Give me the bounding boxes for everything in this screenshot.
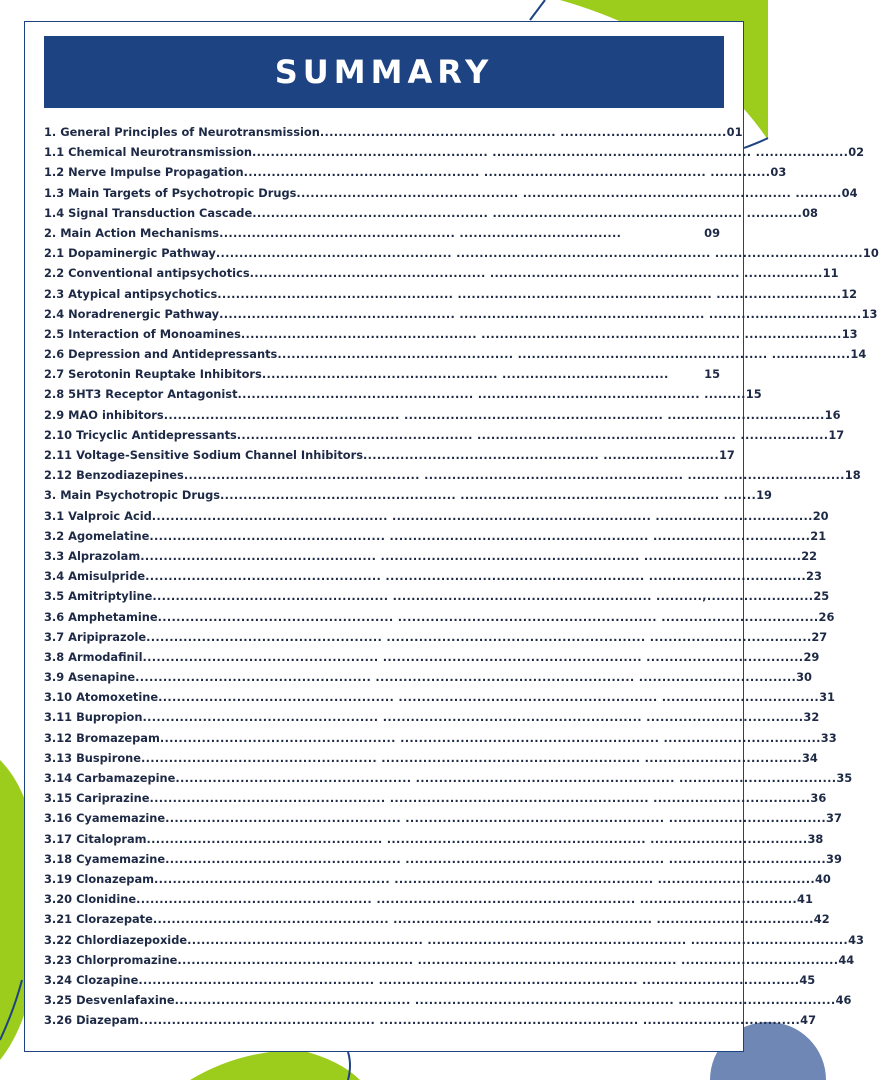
toc-entry — [44, 808, 842, 828]
toc-entry-leader: ................................................... ........................................................ .................................. — [163, 407, 825, 422]
toc-entry-title: 3.18 Cyamemazine — [44, 851, 166, 866]
toc-entry-title: 3.17 Citalopram — [44, 831, 147, 846]
toc-entry — [44, 768, 853, 788]
toc-entry-title: 2.7 Serotonin Reuptake Inhibitors — [44, 367, 262, 382]
toc-entry-page-number: 16 — [824, 407, 841, 422]
toc-entry — [44, 546, 818, 566]
toc-entry — [44, 728, 837, 748]
toc-entry-leader: ................................................... ........................................................ .................................. — [142, 710, 804, 725]
title-banner — [44, 36, 724, 108]
toc-entry-title: 2.10 Tricyclic Antidepressants — [44, 427, 237, 442]
toc-entry-page-number: 09 — [704, 225, 720, 240]
toc-entry-leader: ................................................... ........................................................ .................................. — [174, 993, 836, 1008]
toc-entry-title: 3.19 Clonazepam — [44, 871, 155, 886]
toc-entry — [44, 950, 855, 970]
toc-entry-title: 3.12 Bromazepam — [44, 730, 160, 745]
toc-entry-title: 3.14 Carbamazepine — [44, 771, 176, 785]
toc-entry — [44, 324, 858, 344]
toc-entry — [44, 405, 841, 425]
toc-entry — [44, 183, 858, 203]
toc-entry-page-number: 37 — [826, 811, 842, 826]
toc-entry-leader: ................................................... ...................................................... ................. — [277, 347, 851, 362]
toc-entry-title: 3.3 Alprazolam — [44, 548, 141, 563]
toc-entry-page-number: 45 — [799, 972, 816, 987]
toc-entry — [44, 243, 879, 263]
toc-entry — [44, 607, 835, 627]
toc-entry-page-number: 38 — [807, 831, 824, 846]
toc-entry-page-number: 34 — [801, 750, 818, 765]
toc-entry-title: 3.15 Cariprazine — [44, 791, 150, 806]
toc-entry-page-number: 31 — [819, 690, 835, 705]
toc-entry-page-number: 40 — [814, 871, 831, 886]
toc-entry-page-number: 29 — [803, 649, 820, 664]
toc-entry — [44, 990, 852, 1010]
toc-entry-leader: ................................................... ........................................................ .................................. — [157, 609, 819, 624]
toc-entry-leader: ................................................... ........................................................ .................................. — [138, 972, 800, 987]
toc-entry — [44, 203, 818, 223]
toc-entry — [44, 627, 828, 647]
toc-entry — [44, 425, 845, 445]
toc-entry-leader: ................................................... ........................................................ .................................. — [146, 629, 808, 644]
toc-entry-page-number: 25 — [813, 589, 830, 604]
toc-entry-leader: ................................................... ........................................................ .................................. — [165, 811, 827, 826]
toc-entry-leader: ................................................... ..................................................... ................................. — [219, 306, 862, 321]
toc-entry-page-number: 18 — [844, 468, 861, 483]
table-of-contents — [44, 122, 879, 1030]
toc-entry — [44, 687, 835, 707]
toc-entry-leader: ................................................... ........................................................ .................................. — [187, 932, 849, 947]
toc-entry-leader: ................................................... ........................................................ .................................. — [158, 690, 820, 705]
toc-entry-title: 3.11 Bupropion — [44, 710, 143, 725]
toc-entry — [44, 506, 829, 526]
toc-entry — [44, 485, 772, 505]
toc-entry-leader: ................................................... ...................................................... ................. — [249, 266, 823, 281]
toc-entry-title: 1.2 Nerve Impulse Propagation — [44, 165, 244, 180]
toc-entry-leader: ................................................... ........................................................ .................................. — [135, 670, 797, 685]
toc-entry — [44, 849, 842, 869]
toc-entry-title: 3.6 Amphetamine — [44, 609, 158, 624]
toc-entry-leader: ................................................... ....................................................... ........................... — [217, 286, 842, 301]
toc-entry-title: 3.10 Atomoxetine — [44, 690, 159, 705]
toc-entry-title: 2.9 MAO inhibitors — [44, 407, 164, 422]
toc-entry-title: 2.2 Conventional antipsychotics — [44, 266, 250, 281]
toc-entry-title: 3.9 Asenapine — [44, 670, 136, 685]
toc-entry-title: 1.1 Chemical Neurotransmission — [44, 145, 253, 160]
toc-entry-page-number: 10 — [862, 246, 879, 261]
toc-entry — [44, 122, 743, 142]
toc-entry-title: 2. Main Action Mechanisms — [44, 225, 220, 240]
toc-entry-page-number: 23 — [806, 569, 822, 584]
toc-entry-title: 3.23 Chlorpromazine — [44, 952, 178, 967]
toc-entry — [44, 1010, 816, 1030]
toc-entry-leader: ................................................... ........................................................ .................................. — [139, 1013, 801, 1028]
toc-entry-page-number: 33 — [820, 730, 837, 745]
toc-entry-page-number: 13 — [841, 326, 858, 341]
toc-entry-leader: ................................................... ........................................................ ..................... — [240, 326, 842, 341]
toc-entry-title: 2.8 5HT3 Receptor Antagonist — [44, 387, 238, 402]
toc-entry-leader: ................................................... ........................................................ .................................. — [152, 912, 814, 927]
toc-entry-title: 3.1 Valproic Acid — [44, 508, 152, 523]
toc-entry-title: 3. Main Psychotropic Drugs — [44, 488, 221, 503]
toc-entry-leader: ................................................... ........................................................ .................................. — [142, 649, 804, 664]
toc-entry-page-number: .27 — [807, 629, 828, 644]
toc-entry-leader: ................................................... ......................... — [363, 448, 719, 462]
toc-entry-title: 2.5 Interaction of Monoamines — [44, 326, 241, 341]
toc-entry — [44, 445, 735, 465]
toc-entry — [44, 384, 762, 404]
page-title: SUMMARY — [274, 53, 494, 91]
navy-line-bottom — [348, 1052, 350, 1080]
toc-entry-title: 3.16 Cyamemazine — [44, 811, 166, 826]
toc-entry — [44, 284, 858, 304]
toc-entry — [44, 223, 720, 243]
toc-entry — [44, 344, 867, 364]
toc-entry — [44, 930, 864, 950]
toc-entry — [44, 748, 818, 768]
toc-entry — [44, 526, 827, 546]
toc-entry-leader: ................................................... ........................................................ .................................. — [140, 548, 802, 563]
toc-entry-leader: ................................................... ........................................................ .................................. — [177, 952, 839, 967]
toc-entry-page-number: 41 — [797, 892, 813, 907]
toc-entry-leader: ................................................... ........................................................ .................................. — [165, 851, 827, 866]
toc-entry-leader: ................................................ .......................................................... .......... — [296, 185, 842, 200]
toc-entry-page-number: 42 — [813, 912, 830, 927]
toc-entry — [44, 788, 827, 808]
toc-entry — [44, 869, 831, 889]
toc-entry-page-number: 26 — [818, 609, 835, 624]
toc-entry-title: 3.24 Clozapine — [44, 972, 139, 987]
toc-entry-page-number: 47 — [800, 1013, 816, 1028]
toc-entry-leader: ................................................... ........................................................ .................................. — [154, 871, 815, 886]
toc-entry-title: 1.4 Signal Transduction Cascade — [44, 205, 253, 220]
toc-entry — [44, 970, 816, 990]
toc-entry-title: 3.13 Buspirone — [44, 750, 141, 765]
toc-entry-leader: ................................................... ........................................................ .................... — [252, 145, 849, 160]
toc-entry — [44, 263, 839, 283]
toc-entry-leader: ................................................... ........................................................ .................................. — [146, 831, 808, 846]
toc-entry-leader: ................................................... .................................... — [261, 367, 669, 382]
toc-entry-leader: ................................................... ........................................................ .................................. — [175, 771, 837, 785]
toc-entry-leader: ................................................... ........................................................ ....... — [220, 488, 757, 503]
toc-entry-page-number: 35 — [836, 771, 853, 785]
toc-entry — [44, 647, 820, 667]
toc-entry-page-number: 19 — [756, 488, 772, 503]
toc-entry-page-number: 32 — [803, 710, 820, 725]
toc-entry — [44, 586, 830, 606]
toc-entry — [44, 707, 820, 727]
toc-entry-title: 3.20 Clonidine — [44, 892, 137, 907]
toc-entry — [44, 667, 812, 687]
toc-entry-page-number: 44 — [838, 952, 855, 967]
toc-entry-title: 2.3 Atypical antipsychotics — [44, 286, 218, 301]
toc-entry-title: 1.3 Main Targets of Psychotropic Drugs — [44, 185, 297, 200]
toc-entry-title: 3.22 Chlordiazepoxide — [44, 932, 188, 947]
toc-entry-title: 3.7 Aripiprazole — [44, 629, 147, 644]
toc-entry-title: 3.5 Amitriptyline — [44, 589, 153, 604]
toc-entry — [44, 829, 824, 849]
toc-entry-page-number: 17 — [828, 427, 845, 442]
toc-entry — [44, 465, 861, 485]
navy-line-top — [530, 0, 545, 20]
toc-entry-leader: ................................................... .................................... — [319, 125, 727, 139]
toc-entry-leader: ................................................... ........................................................ .................................. — [136, 892, 798, 907]
toc-entry-leader: ................................................... ........................................................ .................................. — [140, 750, 802, 765]
toc-entry-leader: ................................................... ........................................................ .................................. — [183, 468, 845, 483]
toc-entry-leader: ................................................... ........................................................ ................... — [236, 427, 829, 442]
toc-entry-leader: ................................................... ........................................................ .................................. — [149, 791, 811, 806]
toc-entry — [44, 364, 720, 384]
toc-entry-leader: ................................................... ........................................................ .................................. — [151, 508, 813, 523]
toc-entry-page-number: 46 — [835, 993, 852, 1008]
toc-entry-page-number: 30 — [796, 670, 812, 685]
toc-entry-page-number: 02 — [848, 145, 865, 160]
toc-entry-title: 3.26 Diazepam — [44, 1013, 140, 1028]
toc-entry-title: 3.2 Agomelatine — [44, 528, 150, 543]
toc-entry-page-number: 21 — [810, 528, 827, 543]
toc-entry-leader: ................................................... ................................................ ......... — [237, 387, 746, 402]
toc-entry-leader: ................................................... ........................................................ .................................. — [149, 528, 811, 543]
toc-entry-page-number: 11 — [822, 266, 839, 281]
toc-entry-title: 2.12 Benzodiazepines — [44, 468, 184, 483]
toc-entry-page-number: 15 — [745, 387, 762, 402]
toc-entry-page-number: 36 — [810, 791, 827, 806]
toc-entry — [44, 909, 830, 929]
toc-entry — [44, 566, 822, 586]
toc-entry-page-number: 17 — [718, 448, 735, 462]
toc-entry — [44, 304, 878, 324]
toc-entry-page-number: 39 — [826, 851, 842, 866]
toc-entry-leader: ................................................... ...................................................... ............ — [252, 205, 803, 220]
toc-entry-page-number: 08 — [802, 205, 818, 220]
toc-entry-page-number: 01 — [726, 125, 743, 139]
toc-entry-title: 3.8 Armodafinil — [44, 649, 143, 664]
toc-entry-page-number: 14 — [850, 347, 867, 362]
toc-entry-title: 1. General Principles of Neurotransmission — [44, 125, 320, 139]
toc-entry-page-number: 20 — [812, 508, 829, 523]
toc-entry-title: 2.11 Voltage-Sensitive Sodium Channel Inhibitors — [44, 448, 364, 462]
green-blob-bottom — [190, 1050, 360, 1080]
toc-entry-page-number: 03 — [770, 165, 787, 180]
toc-entry-title: 2.1 Dopaminergic Pathway — [44, 246, 216, 261]
toc-entry-leader: ................................................... ................................................ ............. — [243, 165, 771, 180]
toc-entry-title: 3.21 Clorazepate — [44, 912, 153, 927]
toc-entry-title: 2.4 Noradrenergic Pathway — [44, 306, 220, 321]
toc-entry-leader: ................................................... ....................................................... ................................ — [215, 246, 863, 261]
toc-entry — [44, 142, 865, 162]
toc-entry-title: 2.6 Depression and Antidepressants — [44, 347, 278, 362]
toc-entry-leader: ................................................... ........................................................ ..........,....................... — [152, 589, 814, 604]
toc-entry-title: 3.4 Amisulpride — [44, 569, 146, 584]
toc-entry-leader: ................................................... ................................... — [219, 225, 622, 240]
toc-entry-page-number: 15 — [704, 367, 720, 382]
toc-entry-leader: ................................................... ........................................................ .................................. — [159, 730, 821, 745]
toc-entry-page-number: 13 — [861, 306, 878, 321]
toc-entry-page-number: 04 — [841, 185, 858, 200]
toc-entry-page-number: 12 — [841, 286, 858, 301]
toc-entry-page-number: 22 — [801, 548, 818, 563]
toc-entry-leader: ................................................... ........................................................ .................................. — [145, 569, 807, 584]
toc-entry-page-number: 43 — [848, 932, 864, 947]
toc-entry-title: 3.25 Desvenlafaxine — [44, 993, 175, 1008]
toc-entry — [44, 162, 787, 182]
toc-entry — [44, 889, 813, 909]
